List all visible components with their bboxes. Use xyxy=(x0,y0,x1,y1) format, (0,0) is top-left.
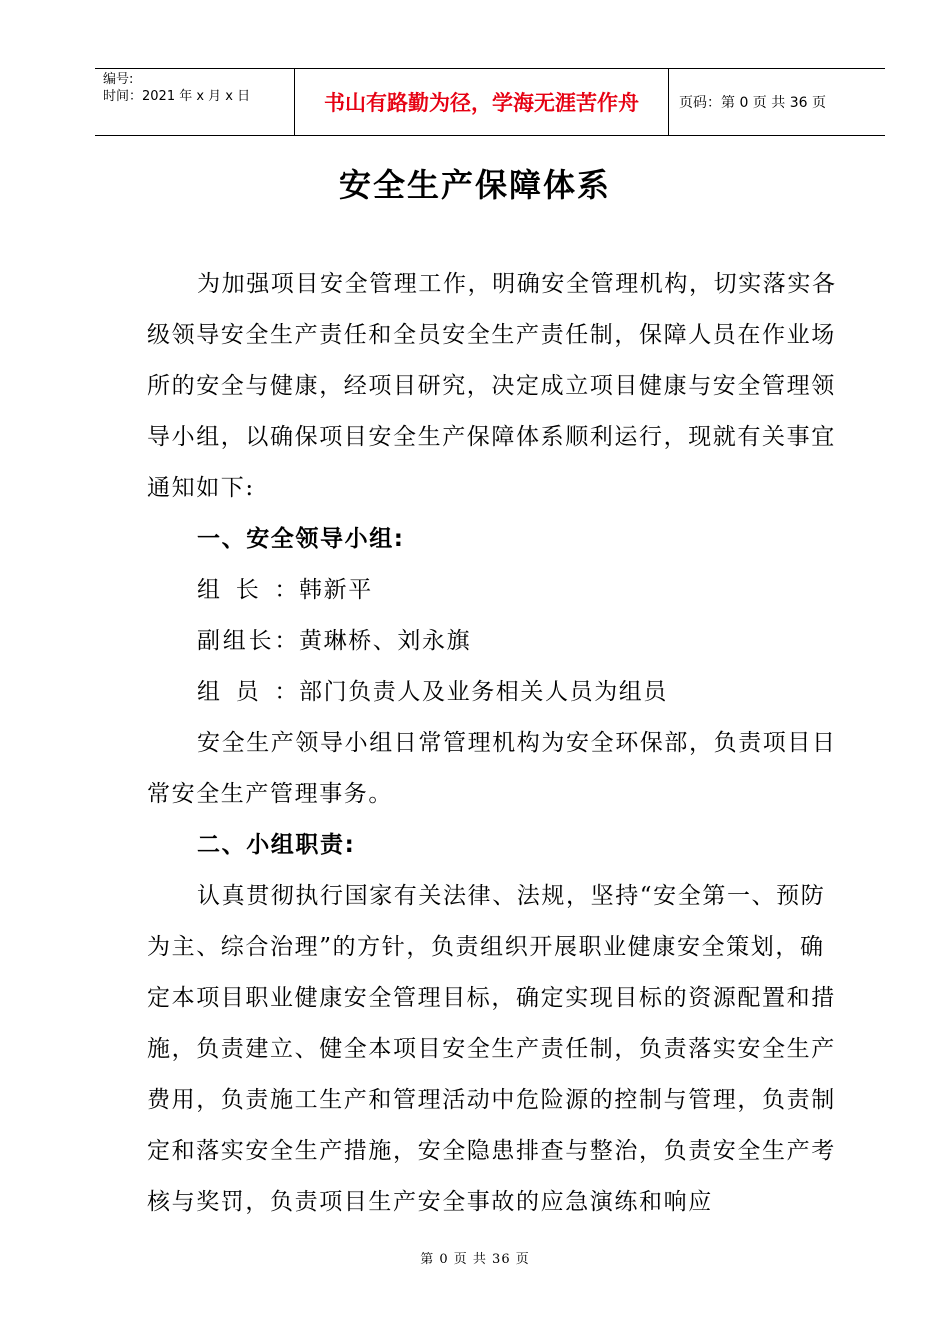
member-name: 部门负责人及业务相关人员为组员 xyxy=(299,679,668,705)
document-header xyxy=(95,68,885,136)
member-name: 黄琳桥、刘永旗 xyxy=(299,628,472,654)
member-line-members xyxy=(147,667,837,718)
header-slogan: 书山有路勤为径，学海无涯苦作舟 xyxy=(295,69,669,135)
page-footer: 第 0 页 共 36 页 xyxy=(420,1252,530,1267)
document-time-label: 时间：2021 年 x 月 x 日 xyxy=(103,89,251,104)
document-title: 安全生产保障体系 xyxy=(338,166,611,204)
member-line-leader xyxy=(147,565,837,616)
member-role: 组员： xyxy=(197,679,299,705)
intro-paragraph: 为加强项目安全管理工作，明确安全管理机构，切实落实各级领导安全生产责任和全员安全生产责任制，保障人员在作业场所的安全与健康，经项目研究，决定成立项目健康与安全管理领导小组，以确保项目安全生产保障体系顺利运行，现就有关事宜通知如下: xyxy=(147,271,837,501)
member-line-deputy-leader xyxy=(147,616,837,667)
section-heading-leadership-group: 一、安全领导小组: xyxy=(197,526,405,552)
section2-paragraph: 认真贯彻执行国家有关法律、法规，坚持“安全第一、预防为主、综合治理”的方针，负责组织开展职业健康安全策划，确定本项目职业健康安全管理目标，确定实现目标的资源配置和措施，负责建立、健全本项目安全生产责任制，负责落实安全生产费用，负责施工生产和管理活动中危险源的控制与管理，负责制定和落实安全生产措施，安全隐患排查与整治，负责安全生产考核与奖罚，负责项目生产安全事故的应急演练和响应 xyxy=(147,883,836,1215)
member-role: 副组长： xyxy=(197,628,299,654)
section1-paragraph: 安全生产领导小组日常管理机构为安全环保部，负责项目日常安全生产管理事务。 xyxy=(147,730,837,807)
header-page-info: 页码：第 0 页 共 36 页 xyxy=(679,95,826,111)
member-role: 组长： xyxy=(197,577,299,603)
document-number-label: 编号: xyxy=(103,72,134,87)
section-heading-group-duties: 二、小组职责: xyxy=(197,832,356,858)
header-meta xyxy=(95,69,295,135)
member-name: 韩新平 xyxy=(299,577,373,603)
document-body xyxy=(147,259,837,1228)
